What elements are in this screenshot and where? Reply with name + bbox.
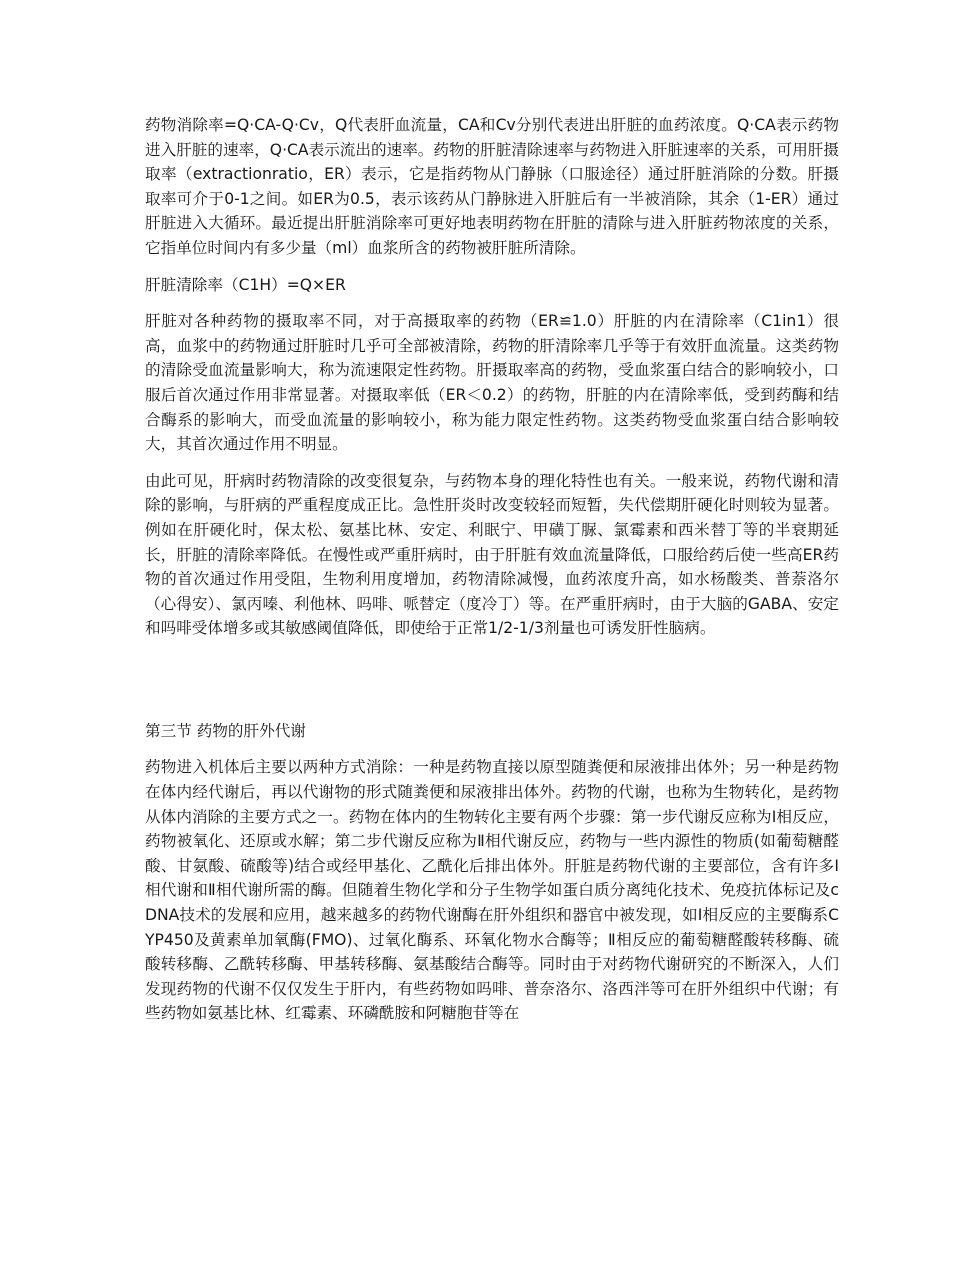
paragraph-extrahepatic-metabolism: 药物进入机体后主要以两种方式消除：一种是药物直接以原型随粪便和尿液排出体外；另一种是药物在体内经代谢后，再以代谢物的形式随粪便和尿液排出体外。药物的代谢，也称为生物转化，是药物从体内消除的主要方式之一。药物在体内的生物转化主要有两个步骤：第一步代谢反应称为Ⅰ相反应，药物被氧化、还原或水解；第二步代谢反应称为Ⅱ相代谢反应，药物与一些内源性的物质(如葡萄糖醛酸、甘氨酸、硫酸等)结合或经甲基化、乙酰化后排出体外。肝脏是药物代谢的主要部位，含有许多Ⅰ相代谢和Ⅱ相代谢所需的酶。但随着生物化学和分子生物学如蛋白质分离纯化技术、免疫抗体标记及cDNA技术的发展和应用，越来越多的药物代谢酶在肝外组织和器官中被发现，如Ⅰ相反应的主要酶系CYP450及黄素单加氧酶(FMO)、过氧化酶系、环氧化物水合酶等；Ⅱ相反应的葡萄糖醛酸转移酶、硫酸转移酶、乙酰转移酶、甲基转移酶、氨基酸结合酶等。同时由于对药物代谢研究的不断深入，人们发现药物的代谢不仅仅发生于肝内，有些药物如吗啡、普奈洛尔、洛西泮等可在肝外组织中代谢；有些药物如氨基比林、红霉素、环磷酰胺和阿糖胞苷等在 (145, 758, 839, 1023)
formula-hepatic-clearance: 肝脏清除率（C1H）=Q×ER (145, 275, 346, 294)
document-page (145, 113, 839, 1038)
paragraph-extraction-ratio: 肝脏对各种药物的摄取率不同，对于高摄取率的药物（ER≌1.0）肝脏的内在清除率（C1in1）很高，血浆中的药物通过肝脏时几乎可全部被清除，药物的肝清除率几乎等于有效肝血流量。这类药物的清除受血流量影响大，称为流速限定性药物。肝摄取率高的药物，受血浆蛋白结合的影响较小，口服后首次通过作用非常显著。对摄取率低（ER＜0.2）的药物，肝脏的内在清除率低，受到药酶和结合酶系的影响大，而受血流量的影响较小，称为能力限定性药物。这类药物受血浆蛋白结合影响较大，其首次通过作用不明显。 (145, 312, 839, 454)
paragraph-liver-disease: 由此可见，肝病时药物清除的改变很复杂，与药物本身的理化特性也有关。一般来说，药物代谢和清除的影响，与肝病的严重程度成正比。急性肝炎时改变较轻而短暂，失代偿期肝硬化时则较为显著。例如在肝硬化时，保太松、氨基比林、安定、利眠宁、甲磺丁脲、氯霉素和西米替丁等的半衰期延长，肝脏的清除率降低。在慢性或严重肝病时，由于肝脏有效血流量降低，口服给药后使一些高ER药物的首次通过作用受阻，生物利用度增加，药物清除减慢，血药浓度升高，如水杨酸类、普萘洛尔（心得安）、氯丙嗪、利他林、吗啡、哌替定（度冷丁）等。在严重肝病时，由于大脑的GABA、安定和吗啡受体增多或其敏感阈值降低，即使给于正常1/2-1/3剂量也可诱发肝性脑病。 (145, 471, 839, 638)
section-spacer (145, 653, 839, 719)
paragraph-drug-clearance: 药物消除率=Q·CA-Q·Cv，Q代表肝血流量，CA和Cv分别代表进出肝脏的血药浓度。Q·CA表示药物进入肝脏的速率，Q·CA表示流出的速率。药物的肝脏清除速率与药物进入肝脏速率的关系，可用肝摄取率（extractionratio，ER）表示，它是指药物从门静脉（口服途径）通过肝脏消除的分数。肝摄取率可介于0-1之间。如ER为0.5，表示该药从门静脉进入肝脏后有一半被消除，其余（1-ER）通过肝脏进入大循环。最近提出肝脏消除率可更好地表明药物在肝脏的清除与进入肝脏药物浓度的关系，它指单位时间内有多少量（ml）血浆所含的药物被肝脏所清除。 (145, 116, 839, 257)
section-heading: 第三节 药物的肝外代谢 (145, 721, 306, 740)
